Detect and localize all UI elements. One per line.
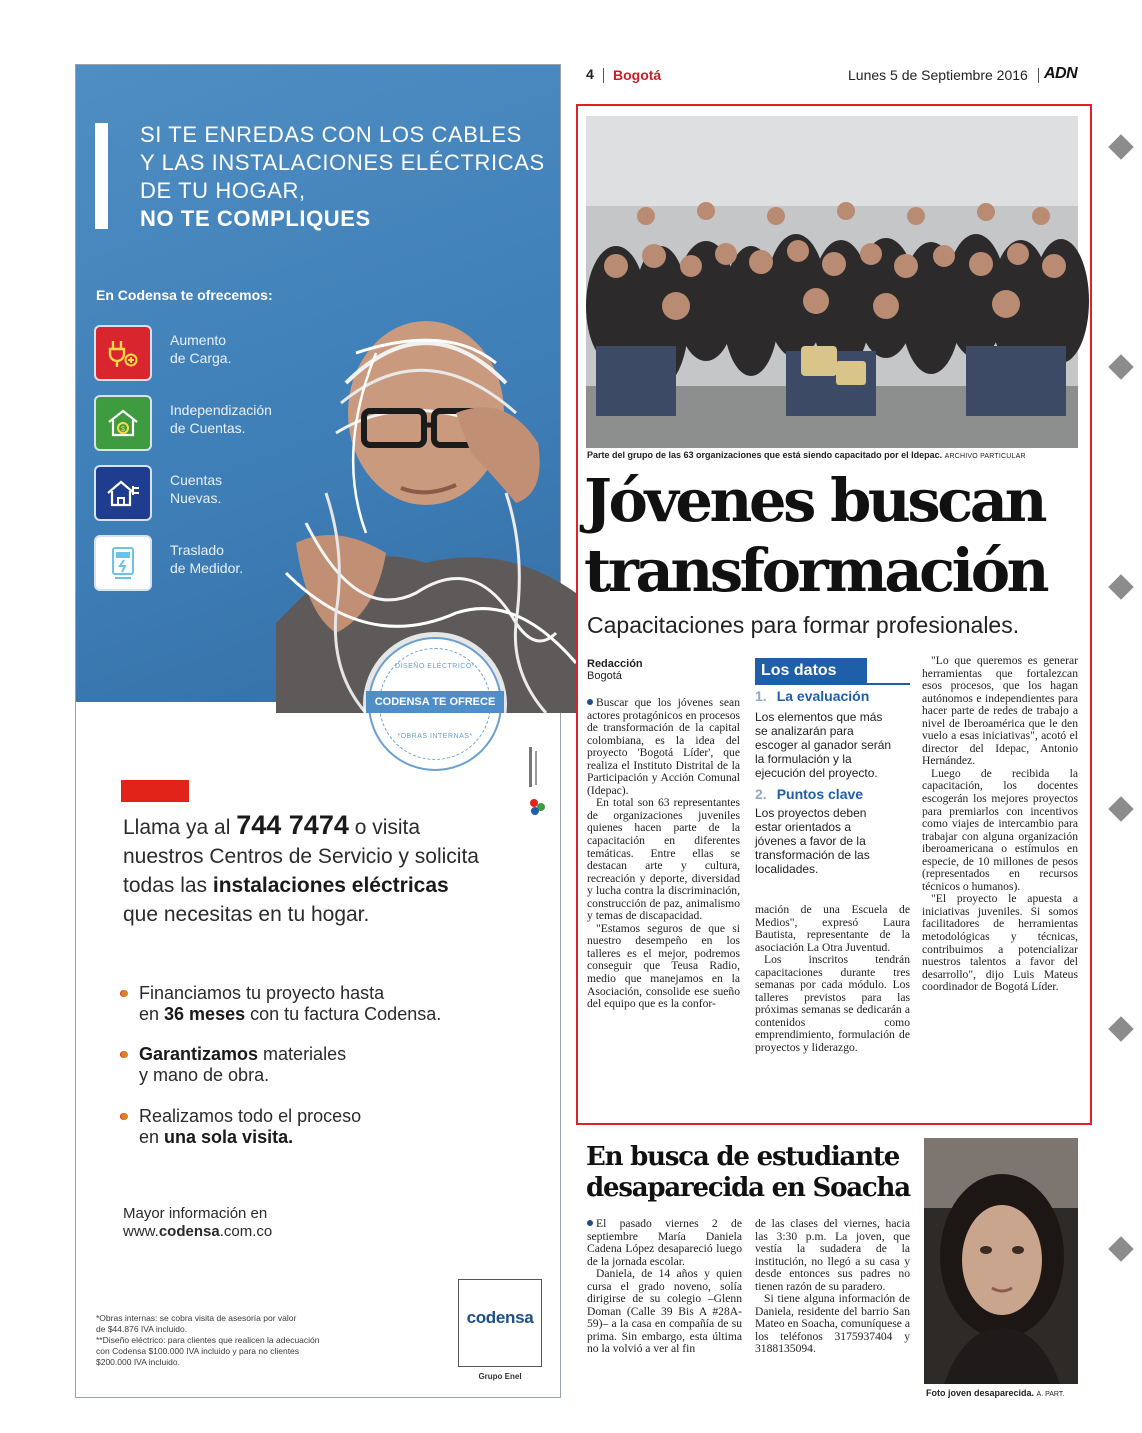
article-column-1: Buscar que los jóvenes sean actores protagónicos en procesos de transformación de la capital colombiana, es la idea del proyecto 'Bogotá Líder', que realiza el Instituto Distrital de la Participación y Acción Comunal (Idepac). En total son 63 representantes de organizaciones juveniles quienes hacen parte de la capacitación en diferentes temáticas. Entre ellas se destacan arte y cultura, recreación y deporte, diversidad y lucha contra la discriminación, construcción de paz, animalismo y temas de discapacidad. "Estamos seguros de que si nuestro desempeño en los talleres es el mejor, podremos conseguir que Teusa Radio, medio que manejamos en la Asociación, consolide ese sueño del equipo que es la confor- (587, 696, 740, 1011)
article-deck: Capacitaciones para formar profesionales. (587, 612, 1020, 638)
article-column-2: mación de una Escuela de Medios", expresó Laura Bautista, representante de la asociación La Otra Juventud. Los inscritos tendrán capacitaciones durante tres semanas por cada módulo. Los talleres previstos para las próximas semanas se dedicarán a contenidos como emprendimiento, formulación de proyectos y liderazgo. (755, 903, 910, 1055)
binder-tab-icon (1108, 1236, 1133, 1261)
article-column-3: "Lo que queremos es generar herramientas que fortalezcan esos procesos, que los hagan autónomos e independientes para hacer parte de redes de trabajo a nivel de Iberoamérica que le den vuelo a esas iniciativas", acotó el director del Idepac, Antonio Hernández. Luego de recibida la capacitación, los docentes escogerán los mejores proyectos para premiarlos con incentivos como viajes de intercambio para trabajar con alguna organización iberoamericana o estímulos en especie, de 10 millones de pesos (representados en recursos técnicos o humanos). "El proyecto le apuesta a iniciativas juveniles. Si somos facilitadores de herramientas metodológicas y técnicas, contribuimos a potencializar nuestros talentos a favor del desarrollo", dijo Luis Mateus coordinador de Bogotá Líder. (922, 654, 1078, 994)
missing-student-photo (924, 1138, 1078, 1384)
article-byline: Redacción Bogotá (587, 658, 643, 682)
ad-headline-line: SI TE ENREDAS CON LOS CABLES (140, 122, 522, 147)
ad-headline-strong: NO TE COMPLIQUES (140, 206, 371, 231)
page-number: 4 (586, 66, 594, 82)
service-label: Aumento de Carga. (170, 332, 232, 366)
bullet-dot-icon (121, 1113, 128, 1120)
photo-caption: Parte del grupo de las 63 organizaciones que está siendo capacitado por el Idepac. ARCHIVO PARTICULAR (587, 450, 1026, 460)
adn-logo: ADN (1044, 65, 1078, 82)
ad-red-bar (121, 780, 189, 802)
binder-tab-icon (1108, 354, 1133, 379)
bullet-dot-icon (587, 699, 593, 705)
codensa-advertisement (75, 64, 561, 1398)
missing-photo-caption: Foto joven desaparecida. A. PART. (926, 1388, 1065, 1398)
dato-heading: 1. La evaluación (755, 688, 870, 704)
binder-tab-icon (1108, 796, 1133, 821)
stamp-top-text: DISEÑO ELÉCTRICO* (394, 663, 476, 670)
plug-icon (94, 325, 152, 381)
ad-white-bar (95, 123, 108, 229)
article2-headline: En busca de estudiante desaparecida en Soacha (586, 1142, 910, 1203)
dato-body: Los elementos que más se analizarán para escoger al ganador serán la formulación y la ejecución del proyecto. (755, 710, 892, 780)
binder-tab-icon (1108, 134, 1133, 159)
codensa-logo: codensa (458, 1279, 542, 1367)
los-datos-title: Los datos (755, 658, 867, 683)
ad-headline-line: DE TU HOGAR, (140, 178, 306, 203)
bullet-dot-icon (121, 1051, 128, 1058)
service-label: Independización de Cuentas. (170, 402, 272, 436)
bullet-dot-icon (121, 990, 128, 997)
article-headline: Jóvenes buscan transformación (584, 466, 1047, 605)
ad-more-info: Mayor información en www.codensa.com.co (123, 1205, 273, 1240)
ad-bullet-single-visit: Realizamos todo el proceso en una sola visita. (121, 1106, 541, 1148)
page-section: Bogotá (613, 67, 662, 83)
ad-bullet-financing: Financiamos tu proyecto hasta en 36 meses con tu factura Codensa. (121, 983, 541, 1025)
page-masthead (586, 66, 1076, 86)
ad-call-text: Llama ya al 744 7474 o visita nuestros Centros de Servicio y solicita todas las instalaciones eléctricas que necesitas en tu hogar. (123, 810, 479, 926)
article2-column-1: El pasado viernes 2 de septiembre María Daniela Cadena López desapareció luego de la jornada escolar. Daniela, de 14 años y quien cursa el grado noveno, solía dirigirse de su colegio –Glenn Doman (Calle 39 Bis A #28A-59)– a la casa en compañía de su prima. Sin embargo, esta última no la volvió a ver al fin (587, 1217, 742, 1356)
stamp-bottom-text: *OBRAS INTERNAS* (397, 733, 473, 740)
obras-internas-stamp (368, 637, 502, 771)
binder-tab-icon (1108, 1016, 1133, 1041)
meter-icon (94, 535, 152, 591)
page-date: Lunes 5 de Septiembre 2016 (848, 67, 1028, 83)
bullet-dot-icon (587, 1220, 593, 1226)
article2-column-2: de las clases del viernes, hacia las 3:30 p.m. La joven, que vestía la sudadera de la institución, no llegó a su casa y desde entonces sus padres no tienen razón de su paradero. Si tiene alguna información de Daniela, residente del barrio San Mateo en Soacha, comuníquese a los teléfonos 3175937404 y 3188135094. (755, 1217, 910, 1356)
service-label: Cuentas Nuevas. (170, 472, 223, 506)
svg-text:$: $ (121, 426, 125, 433)
house-money-icon (94, 395, 152, 451)
stamp-ribbon: CODENSA TE OFRECE (366, 691, 504, 713)
ad-website-link[interactable]: www.codensa.com.co (123, 1223, 273, 1240)
ad-fine-print: *Obras internas: se cobra visita de asesoría por valor de $44.876 IVA incluido. **Diseño eléctrico: para clientes que realicen la adecuación con Codensa $100.000 IVA incluido y para no clientes $200.000 IVA incluido. (96, 1313, 320, 1367)
ad-headline-line: Y LAS INSTALACIONES ELÉCTRICAS (140, 150, 545, 175)
group-photo (586, 116, 1078, 448)
ad-blue-panel (76, 65, 560, 740)
service-label: Traslado de Medidor. (170, 542, 244, 576)
binder-tab-icon (1108, 574, 1133, 599)
house-plug-icon (94, 465, 152, 521)
grupo-enel-label: Grupo Enel (478, 1372, 522, 1381)
ad-headline (140, 121, 550, 233)
dato-heading: 2. Puntos clave (755, 786, 864, 802)
ad-phone-number[interactable]: 744 7474 (236, 810, 349, 840)
ad-offer-title: En Codensa te ofrecemos: (96, 287, 273, 303)
ad-bullet-guarantee: Garantizamos materiales y mano de obra. (121, 1044, 541, 1086)
dato-body: Los proyectos deben estar orientados a jóvenes a favor de la transformación de las localidades. (755, 806, 870, 876)
